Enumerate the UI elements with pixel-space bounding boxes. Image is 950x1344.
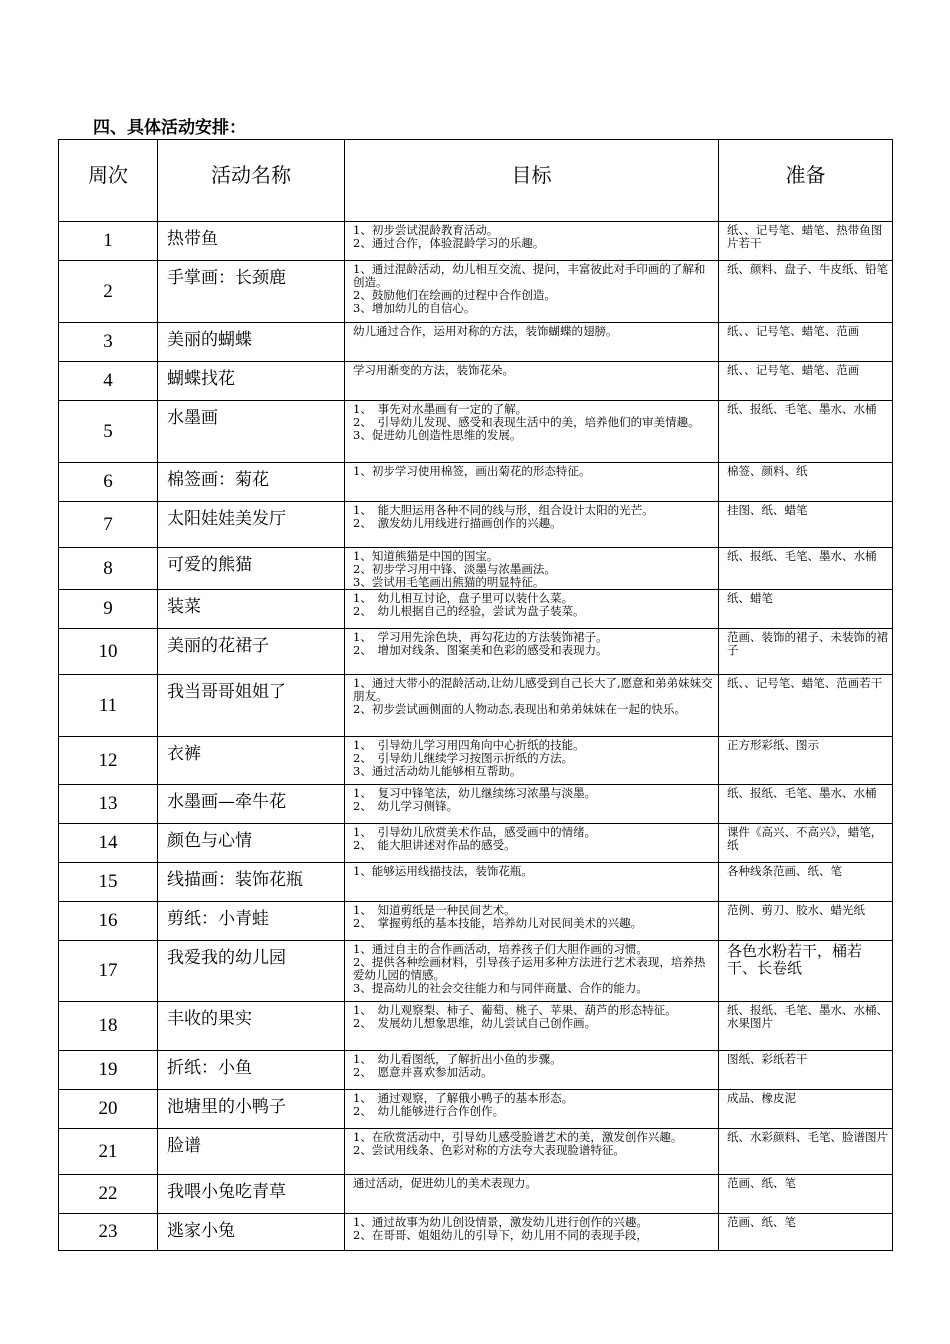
activity-name-cell: 颜色与心情 <box>158 824 345 863</box>
goal-line: 1、 事先对水墨画有一定的了解。 <box>353 402 528 416</box>
activity-name-cell: 水墨画 <box>158 401 345 463</box>
goal-line: 3、增加幼儿的自信心。 <box>353 301 476 315</box>
table-row <box>59 362 893 401</box>
week-cell: 9 <box>59 590 158 629</box>
goal-line: 通过活动，促进幼儿的美术表现力。 <box>353 1176 537 1190</box>
week-cell: 11 <box>59 675 158 737</box>
preparation-cell: 挂图、纸、蜡笔 <box>719 502 893 548</box>
goal-line: 1、知道熊猫是中国的国宝。 <box>353 549 499 563</box>
header-activity-name: 活动名称 <box>158 140 345 222</box>
goal-line: 1、 通过观察，了解俄小鸭子的基本形态。 <box>353 1091 574 1105</box>
week-cell: 23 <box>59 1214 158 1251</box>
table-row <box>59 675 893 737</box>
goal-cell <box>345 463 719 502</box>
preparation-cell: 成品、橡皮泥 <box>719 1090 893 1129</box>
preparation-cell: 图纸、彩纸若干 <box>719 1051 893 1090</box>
preparation-cell: 各种线条范画、纸、笔 <box>719 863 893 902</box>
table-row <box>59 261 893 323</box>
goal-line: 2、初步尝试画侧面的人物动态,表现出和弟弟妹妹在一起的快乐。 <box>353 702 686 716</box>
table-row <box>59 941 893 1002</box>
activity-name-cell: 水墨画—牵牛花 <box>158 785 345 824</box>
activity-name-cell: 脸谱 <box>158 1129 345 1175</box>
goal-cell <box>345 824 719 863</box>
table-row <box>59 629 893 675</box>
week-cell: 13 <box>59 785 158 824</box>
week-cell: 16 <box>59 902 158 941</box>
goal-line: 2、 掌握剪纸的基本技能，培养幼儿对民间美术的兴趣。 <box>353 916 643 930</box>
table-row <box>59 785 893 824</box>
activity-name-cell: 蝴蝶找花 <box>158 362 345 401</box>
table-header-row <box>59 140 893 222</box>
activity-name-cell: 剪纸：小青蛙 <box>158 902 345 941</box>
week-cell: 17 <box>59 941 158 1002</box>
goal-line: 学习用渐变的方法，装饰花朵。 <box>353 363 514 377</box>
week-cell: 3 <box>59 323 158 362</box>
preparation-cell: 纸、、记号笔、蜡笔、范画若干 <box>719 675 893 737</box>
preparation-cell: 纸、、记号笔、蜡笔、热带鱼图片若干 <box>719 222 893 261</box>
activity-name-cell: 丰收的果实 <box>158 1002 345 1051</box>
goal-line: 2、 能大胆讲述对作品的感受。 <box>353 838 516 852</box>
week-cell: 5 <box>59 401 158 463</box>
goal-cell <box>345 1214 719 1251</box>
goal-cell <box>345 737 719 785</box>
goal-cell <box>345 902 719 941</box>
goal-line: 2、 发展幼儿想象思维，幼儿尝试自己创作画。 <box>353 1016 597 1030</box>
table-row <box>59 824 893 863</box>
table-row <box>59 1002 893 1051</box>
table-row <box>59 548 893 590</box>
week-cell: 15 <box>59 863 158 902</box>
preparation-cell: 范例、剪刀、胶水、蜡光纸 <box>719 902 893 941</box>
table-row <box>59 902 893 941</box>
activity-table <box>58 139 893 1251</box>
header-preparation: 准备 <box>719 140 893 222</box>
goal-line: 1、通过大带小的混龄活动,让幼儿感受到自己长大了,愿意和弟弟妹妹交朋友。 <box>353 676 713 703</box>
preparation-cell: 棉签、颜料、纸 <box>719 463 893 502</box>
activity-name-cell: 装菜 <box>158 590 345 629</box>
goal-cell <box>345 1175 719 1214</box>
preparation-cell: 范画、装饰的裙子、未装饰的裙子 <box>719 629 893 675</box>
table-row <box>59 863 893 902</box>
goal-line: 2、通过合作，体验混龄学习的乐趣。 <box>353 236 545 250</box>
preparation-cell: 纸、水彩颜料、毛笔、脸谱图片 <box>719 1129 893 1175</box>
week-cell: 7 <box>59 502 158 548</box>
table-row <box>59 463 893 502</box>
preparation-cell: 范画、纸、笔 <box>719 1214 893 1251</box>
week-cell: 21 <box>59 1129 158 1175</box>
goal-line: 2、 愿意并喜欢参加活动。 <box>353 1065 493 1079</box>
goal-cell <box>345 941 719 1002</box>
activity-name-cell: 太阳娃娃美发厅 <box>158 502 345 548</box>
goal-line: 1、 学习用先涂色块，再勾花边的方法装饰裙子。 <box>353 630 608 644</box>
goal-cell <box>345 401 719 463</box>
goal-line: 3、提高幼儿的社会交往能力和与同伴商量、合作的能力。 <box>353 981 648 995</box>
preparation-cell: 纸、报纸、毛笔、墨水、水桶 <box>719 785 893 824</box>
goal-line: 2、 引导幼儿继续学习按图示折纸的方法。 <box>353 751 574 765</box>
goal-line: 1、在欣赏活动中，引导幼儿感受脸谱艺术的美，激发创作兴趣。 <box>353 1130 683 1144</box>
header-goal: 目标 <box>345 140 719 222</box>
goal-cell <box>345 1002 719 1051</box>
preparation-cell: 纸、、记号笔、蜡笔、范画 <box>719 323 893 362</box>
goal-cell <box>345 261 719 323</box>
goal-cell <box>345 863 719 902</box>
table-row <box>59 737 893 785</box>
goal-line: 1、 幼儿相互讨论，盘子里可以装什么菜。 <box>353 591 574 605</box>
goal-cell <box>345 590 719 629</box>
week-cell: 18 <box>59 1002 158 1051</box>
goal-cell <box>345 1129 719 1175</box>
activity-name-cell: 池塘里的小鸭子 <box>158 1090 345 1129</box>
goal-line: 1、 复习中锋笔法，幼儿继续练习浓墨与淡墨。 <box>353 786 597 800</box>
activity-name-cell: 美丽的蝴蝶 <box>158 323 345 362</box>
activity-name-cell: 美丽的花裙子 <box>158 629 345 675</box>
preparation-cell: 纸、、记号笔、蜡笔、范画 <box>719 362 893 401</box>
goal-cell <box>345 222 719 261</box>
table-row <box>59 222 893 261</box>
week-cell: 20 <box>59 1090 158 1129</box>
goal-line: 2、 幼儿能够进行合作创作。 <box>353 1104 505 1118</box>
activity-name-cell: 手掌画：长颈鹿 <box>158 261 345 323</box>
goal-line: 1、初步学习使用棉签，画出菊花的形态特征。 <box>353 464 591 478</box>
table-row <box>59 1175 893 1214</box>
week-cell: 19 <box>59 1051 158 1090</box>
goal-line: 3、通过活动幼儿能够相互帮助。 <box>353 764 522 778</box>
goal-cell <box>345 1051 719 1090</box>
table-row <box>59 502 893 548</box>
preparation-cell: 纸、报纸、毛笔、墨水、水桶 <box>719 548 893 590</box>
activity-name-cell: 热带鱼 <box>158 222 345 261</box>
section-heading: 四、具体活动安排： <box>93 118 246 138</box>
activity-name-cell: 我喂小兔吃青草 <box>158 1175 345 1214</box>
preparation-cell: 纸、报纸、毛笔、墨水、水桶 <box>719 401 893 463</box>
goal-cell <box>345 629 719 675</box>
table-row <box>59 323 893 362</box>
goal-line: 2、 增加对线条、图案美和色彩的感受和表现力。 <box>353 643 608 657</box>
goal-line: 2、 激发幼儿用线进行描画创作的兴趣。 <box>353 516 562 530</box>
goal-line: 1、能够运用线描技法，装饰花瓶。 <box>353 864 533 878</box>
table-row <box>59 401 893 463</box>
goal-cell <box>345 502 719 548</box>
week-cell: 14 <box>59 824 158 863</box>
goal-line: 3、尝试用毛笔画出熊猫的明显特征。 <box>353 575 545 589</box>
activity-name-cell: 我当哥哥姐姐了 <box>158 675 345 737</box>
goal-line: 1、通过混龄活动，幼儿相互交流、提问，丰富彼此对手印画的了解和创造。 <box>353 262 706 289</box>
activity-name-cell: 线描画：装饰花瓶 <box>158 863 345 902</box>
header-week: 周次 <box>59 140 158 222</box>
week-cell: 6 <box>59 463 158 502</box>
table-row <box>59 1090 893 1129</box>
goal-cell <box>345 548 719 590</box>
goal-cell <box>345 675 719 737</box>
goal-line: 1、初步尝试混龄教育活动。 <box>353 223 499 237</box>
week-cell: 1 <box>59 222 158 261</box>
activity-name-cell: 棉签画：菊花 <box>158 463 345 502</box>
goal-cell <box>345 785 719 824</box>
goal-line: 1、 幼儿观察梨、柿子、葡萄、桃子、苹果、葫芦的形态特征。 <box>353 1003 677 1017</box>
goal-line: 2、在哥哥、姐姐幼儿的引导下，幼儿用不同的表现手段， <box>353 1228 648 1242</box>
activity-name-cell: 我爱我的幼儿园 <box>158 941 345 1002</box>
goal-line: 2、 幼儿根据自己的经验，尝试为盘子装菜。 <box>353 604 585 618</box>
goal-cell <box>345 323 719 362</box>
goal-line: 1、 幼儿看图纸，了解折出小鱼的步骤。 <box>353 1052 562 1066</box>
preparation-cell: 课件《高兴、不高兴》，蜡笔，纸 <box>719 824 893 863</box>
week-cell: 2 <box>59 261 158 323</box>
goal-line: 1、 引导幼儿欣赏美术作品，感受画中的情绪。 <box>353 825 597 839</box>
week-cell: 22 <box>59 1175 158 1214</box>
week-cell: 12 <box>59 737 158 785</box>
goal-line: 2、初步学习用中锋、淡墨与浓墨画法。 <box>353 562 556 576</box>
goal-line: 2、 引导幼儿发现、感受和表现生活中的美，培养他们的审美情趣。 <box>353 415 700 429</box>
activity-name-cell: 衣裤 <box>158 737 345 785</box>
goal-line: 1、 引导幼儿学习用四角向中心折纸的技能。 <box>353 738 585 752</box>
week-cell: 4 <box>59 362 158 401</box>
table-row <box>59 1214 893 1251</box>
goal-line: 幼儿通过合作，运用对称的方法，装饰蝴蝶的翅膀。 <box>353 324 618 338</box>
goal-line: 2、鼓励他们在绘画的过程中合作创造。 <box>353 288 556 302</box>
week-cell: 8 <box>59 548 158 590</box>
preparation-cell: 正方形彩纸、图示 <box>719 737 893 785</box>
goal-line: 1、 能大胆运用各种不同的线与形，组合设计太阳的光芒。 <box>353 503 654 517</box>
preparation-cell: 范画、纸、笔 <box>719 1175 893 1214</box>
goal-line: 2、提供各种绘画材料，引导孩子运用多种方法进行艺术表现，培养热爱幼儿园的情感。 <box>353 955 706 982</box>
goal-line: 2、 幼儿学习侧锋。 <box>353 799 459 813</box>
table-row <box>59 590 893 629</box>
preparation-cell: 各色水粉若干，桶若干、长卷纸 <box>719 941 893 1002</box>
goal-line: 1、通过自主的合作画活动，培养孩子们大胆作画的习惯。 <box>353 942 648 956</box>
preparation-cell: 纸、颜料、盘子、牛皮纸、铅笔 <box>719 261 893 323</box>
activity-name-cell: 可爱的熊猫 <box>158 548 345 590</box>
goal-line: 1、 知道剪纸是一种民间艺术。 <box>353 903 516 917</box>
goal-cell <box>345 362 719 401</box>
goal-line: 2、尝试用线条、色彩对称的方法夸大表现脸谱特征。 <box>353 1143 625 1157</box>
activity-name-cell: 折纸：小鱼 <box>158 1051 345 1090</box>
week-cell: 10 <box>59 629 158 675</box>
preparation-cell: 纸、报纸、毛笔、墨水、水桶、水果图片 <box>719 1002 893 1051</box>
table-row <box>59 1051 893 1090</box>
table-row <box>59 1129 893 1175</box>
preparation-cell: 纸、蜡笔 <box>719 590 893 629</box>
goal-line: 1、通过故事为幼儿创设情景，激发幼儿进行创作的兴趣。 <box>353 1215 648 1229</box>
goal-cell <box>345 1090 719 1129</box>
activity-name-cell: 逃家小兔 <box>158 1214 345 1251</box>
goal-line: 3、促进幼儿创造性思维的发展。 <box>353 428 522 442</box>
